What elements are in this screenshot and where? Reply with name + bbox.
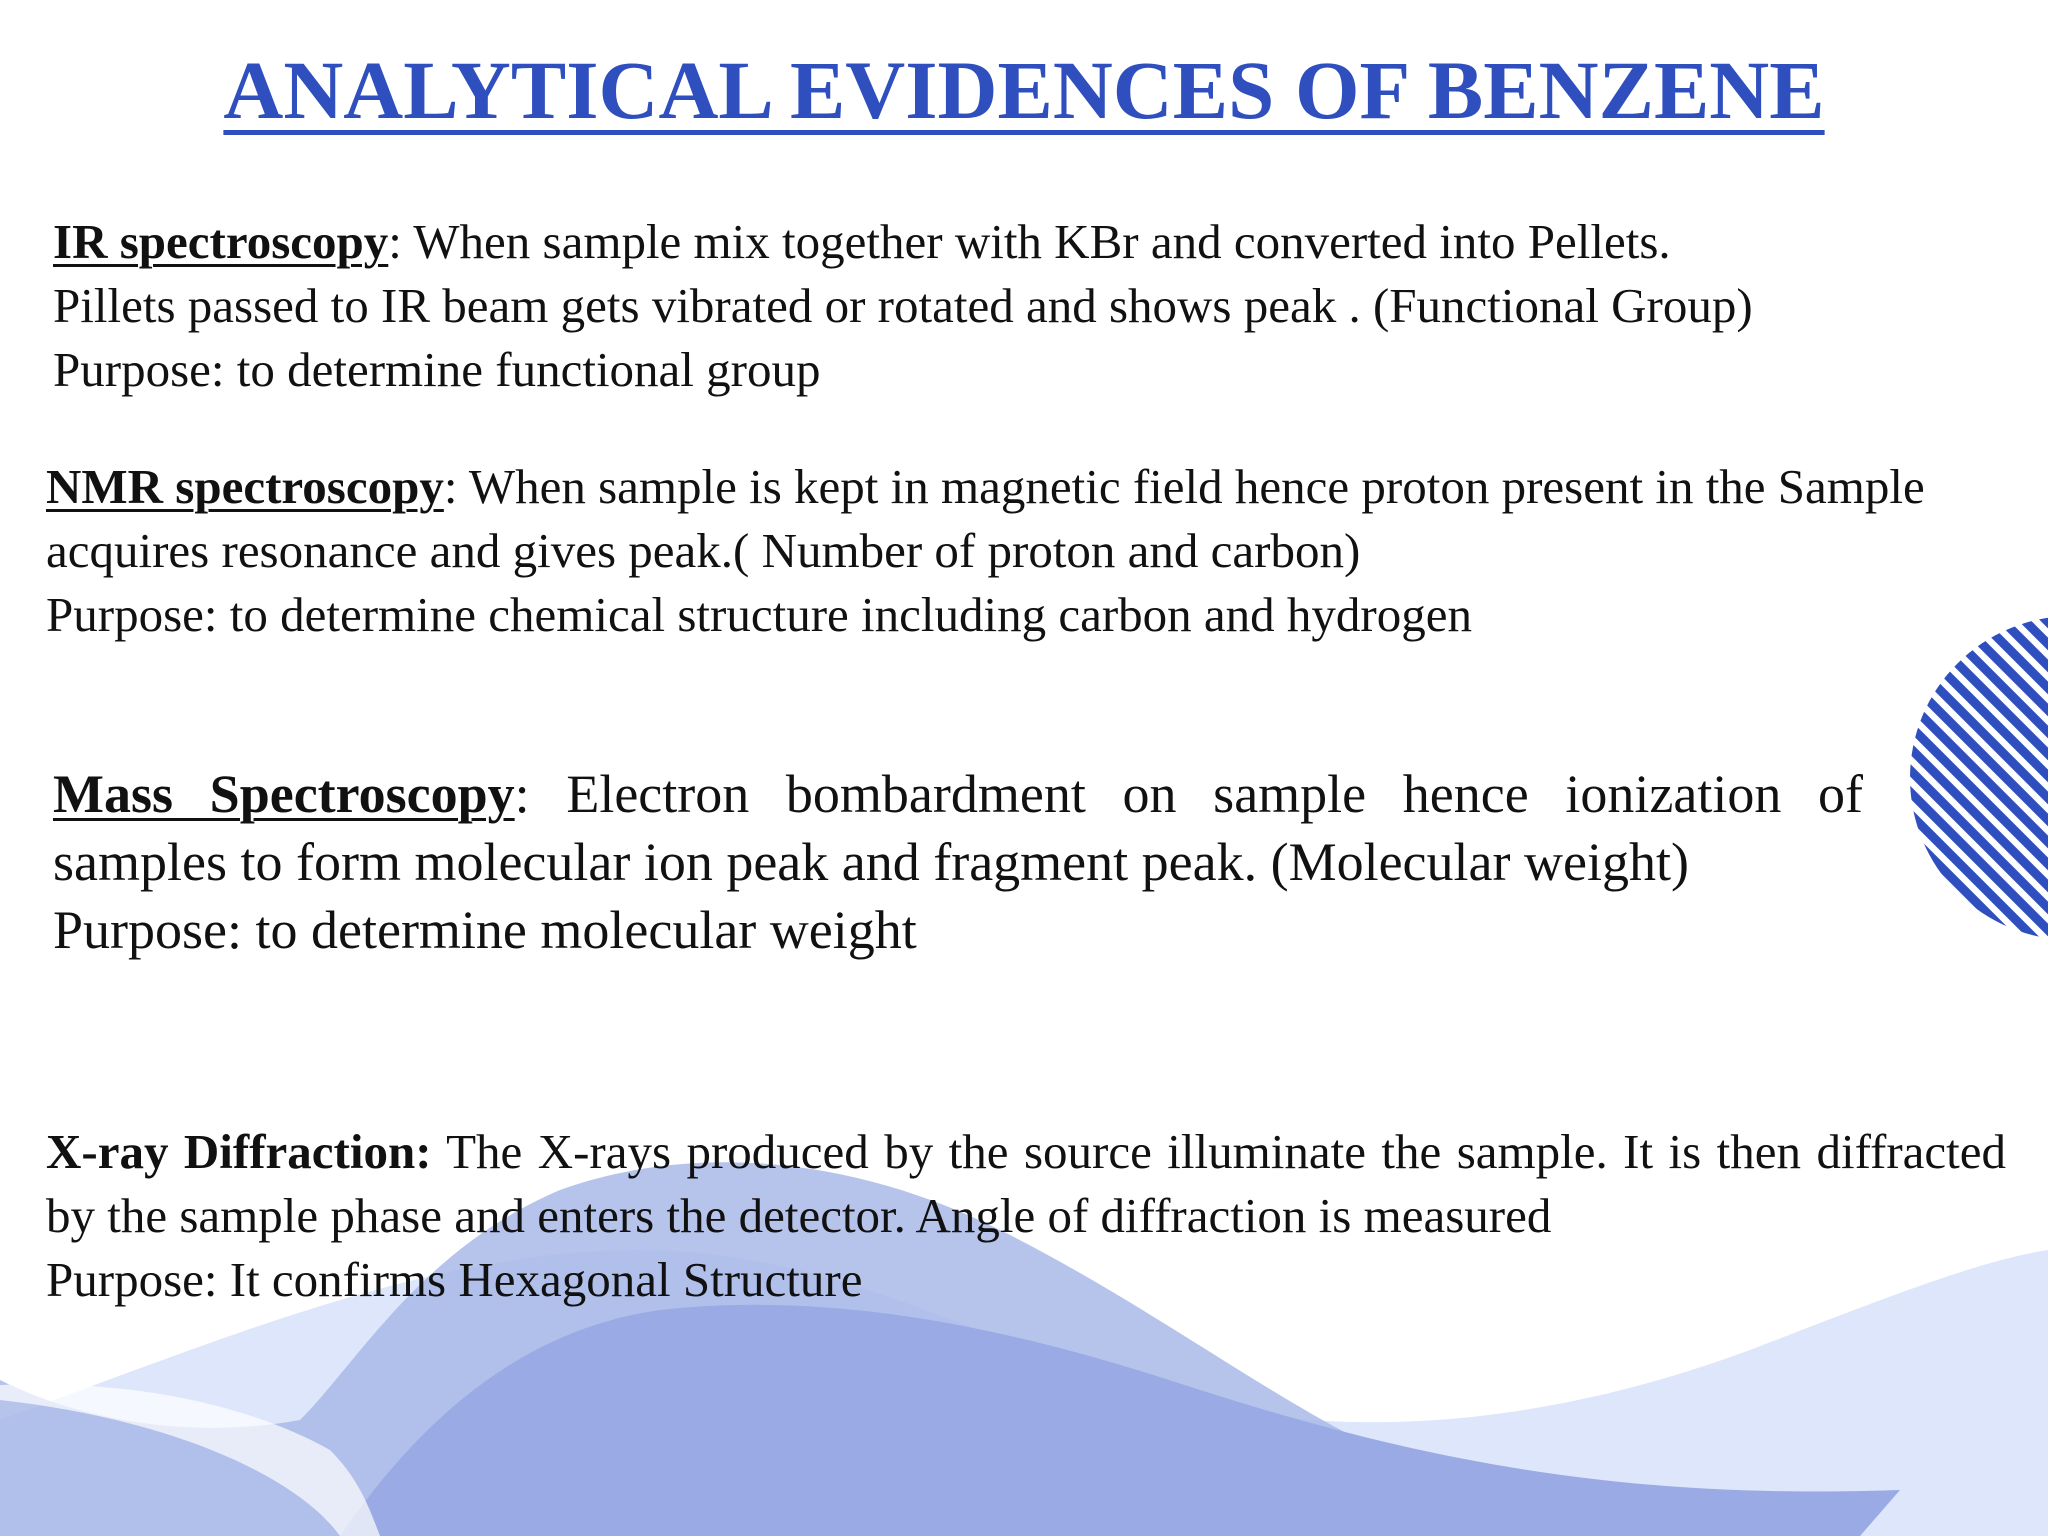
mass-paragraph xyxy=(53,760,1863,896)
nmr-paragraph xyxy=(46,455,2036,583)
ir-line-1 xyxy=(53,210,2043,274)
nmr-label: NMR spectroscopy xyxy=(46,459,444,514)
mass-label: Mass Spectroscopy xyxy=(53,764,515,824)
mass-section xyxy=(53,760,1863,964)
xray-section xyxy=(46,1120,2006,1312)
ir-purpose: Purpose: to determine functional group xyxy=(53,342,821,397)
xray-paragraph xyxy=(46,1120,2006,1248)
ir-text-2: Pillets passed to IR beam gets vibrated or rotated and shows peak . (Functional Group) xyxy=(53,278,1753,333)
ir-label: IR spectroscopy xyxy=(53,214,389,269)
mass-purpose: Purpose: to determine molecular weight xyxy=(53,900,917,960)
xray-purpose: Purpose: It confirms Hexagonal Structure xyxy=(46,1252,863,1307)
ir-section xyxy=(53,210,2043,402)
xray-text: The X-rays produced by the source illuminate the sample. It is then diffracted by the sample phase and enters the detector. Angle of diffraction is measured xyxy=(46,1124,2006,1243)
nmr-purpose: Purpose: to determine chemical structure including carbon and hydrogen xyxy=(46,587,1473,642)
nmr-text: : When sample is kept in magnetic field hence proton present in the Sample acquires resonance and gives peak.( Number of proton and carbon) xyxy=(46,459,1925,578)
mass-text: : Electron bombardment on sample hence ionization of samples to form molecular ion peak and fragment peak. (Molecular weight) xyxy=(53,764,1863,892)
nmr-section xyxy=(46,455,2036,647)
xray-label: X-ray Diffraction: xyxy=(46,1124,432,1179)
page-title: ANALYTICAL EVIDENCES OF BENZENE xyxy=(223,44,1825,136)
ir-text-1: : When sample mix together with KBr and converted into Pellets. xyxy=(388,214,1671,269)
